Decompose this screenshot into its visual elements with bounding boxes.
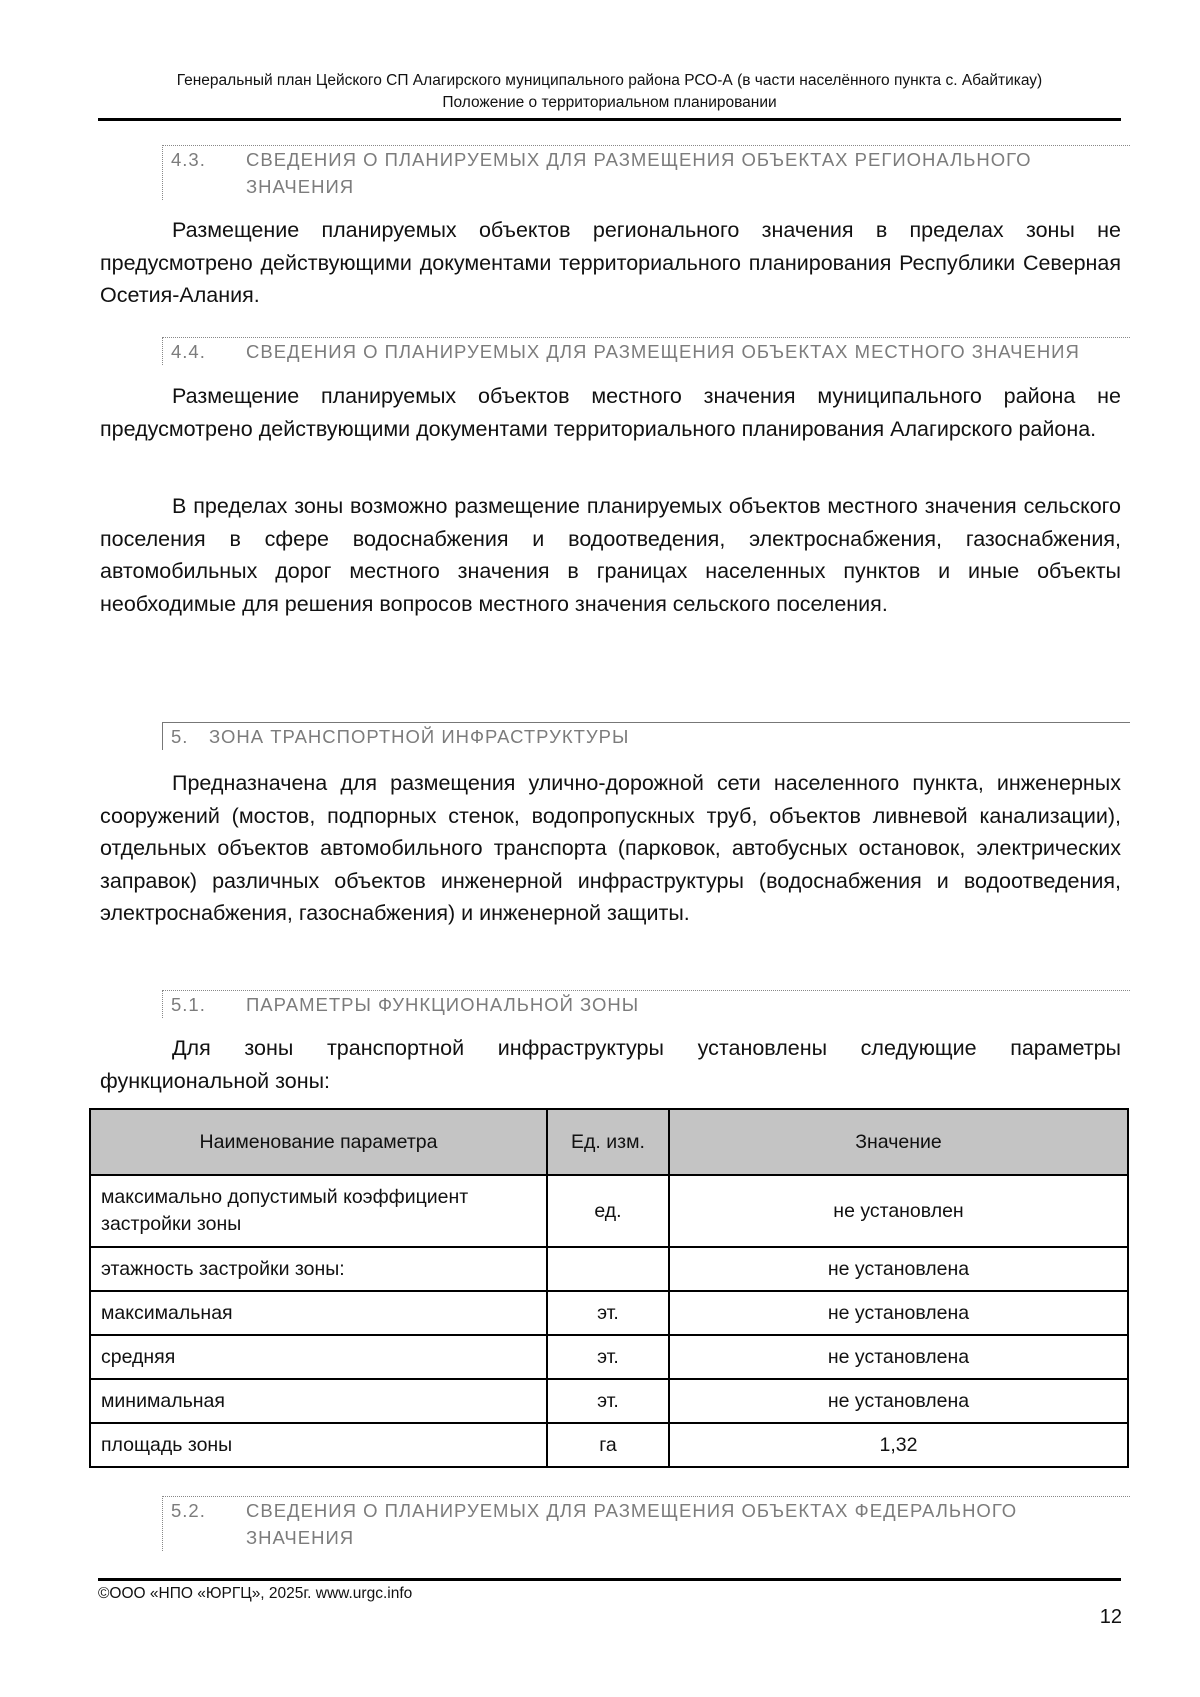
page-footer [98,1578,1121,1603]
column-header-parameter: Наименование параметра [90,1109,547,1175]
cell-value: не установлена [669,1379,1128,1423]
cell-parameter: средняя [90,1335,547,1379]
column-header-unit: Ед. изм. [547,1109,669,1175]
cell-unit: эт. [547,1379,669,1423]
cell-value: не установлена [669,1247,1128,1291]
heading-number: 4.3. [171,149,206,170]
column-header-value: Значение [669,1109,1128,1175]
table-row [90,1175,1128,1247]
heading-number: 5.1. [171,994,206,1015]
cell-value: не установлена [669,1291,1128,1335]
table-row [90,1291,1128,1335]
cell-unit [547,1247,669,1291]
cell-value: не установлен [669,1175,1128,1247]
cell-parameter: минимальная [90,1379,547,1423]
heading-number: 5. [171,726,189,747]
parameters-table [89,1108,1129,1468]
header-subtitle: Положение о территориальном планировании [442,94,777,111]
cell-value: 1,32 [669,1423,1128,1467]
cell-unit: ед. [547,1175,669,1247]
page-header [98,70,1121,121]
cell-unit: га [547,1423,669,1467]
paragraph-4-3: Размещение планируемых объектов регионального значения в пределах зоны не предусмотрено действующими документами территориального планирования Республики Северная Осетия-Алания. [100,218,1121,307]
heading-title: СВЕДЕНИЯ О ПЛАНИРУЕМЫХ ДЛЯ РАЗМЕЩЕНИЯ ОБЪЕКТАХ МЕСТНОГО ЗНАЧЕНИЯ [246,341,1080,362]
heading-title: СВЕДЕНИЯ О ПЛАНИРУЕМЫХ ДЛЯ РАЗМЕЩЕНИЯ ОБЪЕКТАХ ФЕДЕРАЛЬНОГО ЗНАЧЕНИЯ [246,1500,1018,1548]
heading-number: 5.2. [171,1500,206,1521]
table-row [90,1335,1128,1379]
cell-parameter: максимальная [90,1291,547,1335]
heading-number: 4.4. [171,341,206,362]
cell-unit: эт. [547,1291,669,1335]
heading-4-3 [162,145,1130,200]
paragraph-5-1: Для зоны транспортной инфраструктуры установлены следующие параметры функциональной зоны: [100,1036,1121,1093]
header-title: Генеральный план Цейского СП Алагирского муниципального района РСО-А (в части населённого пункта с. Абайтикау) [176,72,1043,89]
heading-5-1 [162,990,1130,1018]
heading-title: ЗОНА ТРАНСПОРТНОЙ ИНФРАСТРУКТУРЫ [209,726,630,747]
paragraph-4-4-b: В пределах зоны возможно размещение планируемых объектов местного значения сельского поселения в сфере водоснабжения и водоотведения, электроснабжения, газоснабжения, автомобильных дорог местного значения в границах населенных пунктов и иные объекты необходимые для решения вопросов местного значения сельского поселения. [100,494,1121,616]
heading-4-4 [162,337,1130,365]
heading-5 [162,722,1130,750]
table-row [90,1247,1128,1291]
table-row [90,1379,1128,1423]
paragraph-5: Предназначена для размещения улично-дорожной сети населенного пункта, инженерных сооружений (мостов, подпорных стенок, водопропускных труб, объектов ливневой канализации), отдельных объектов автомобильного транспорта (парковок, автобусных остановок, электрических заправок) различных объектов инженерной инфраструктуры (водоснабжения и водоотведения, электроснабжения, газоснабжения) и инженерной защиты. [100,771,1121,925]
table-header-row [90,1109,1128,1175]
cell-parameter: этажность застройки зоны: [90,1247,547,1291]
footer-copyright: ©ООО «НПО «ЮРГЦ», 2025г. www.urgc.info [98,1585,413,1602]
table-row [90,1423,1128,1467]
heading-5-2 [162,1496,1130,1551]
cell-parameter: максимально допустимый коэффициент застройки зоны [90,1175,547,1247]
cell-value: не установлена [669,1335,1128,1379]
heading-title: СВЕДЕНИЯ О ПЛАНИРУЕМЫХ ДЛЯ РАЗМЕЩЕНИЯ ОБЪЕКТАХ РЕГИОНАЛЬНОГО ЗНАЧЕНИЯ [246,149,1032,197]
heading-title: ПАРАМЕТРЫ ФУНКЦИОНАЛЬНОЙ ЗОНЫ [246,994,640,1015]
cell-unit: эт. [547,1335,669,1379]
paragraph-4-4-a: Размещение планируемых объектов местного значения муниципального района не предусмотрено действующими документами территориального планирования Алагирского района. [100,384,1121,441]
page-number: 12 [1099,1606,1122,1628]
cell-parameter: площадь зоны [90,1423,547,1467]
